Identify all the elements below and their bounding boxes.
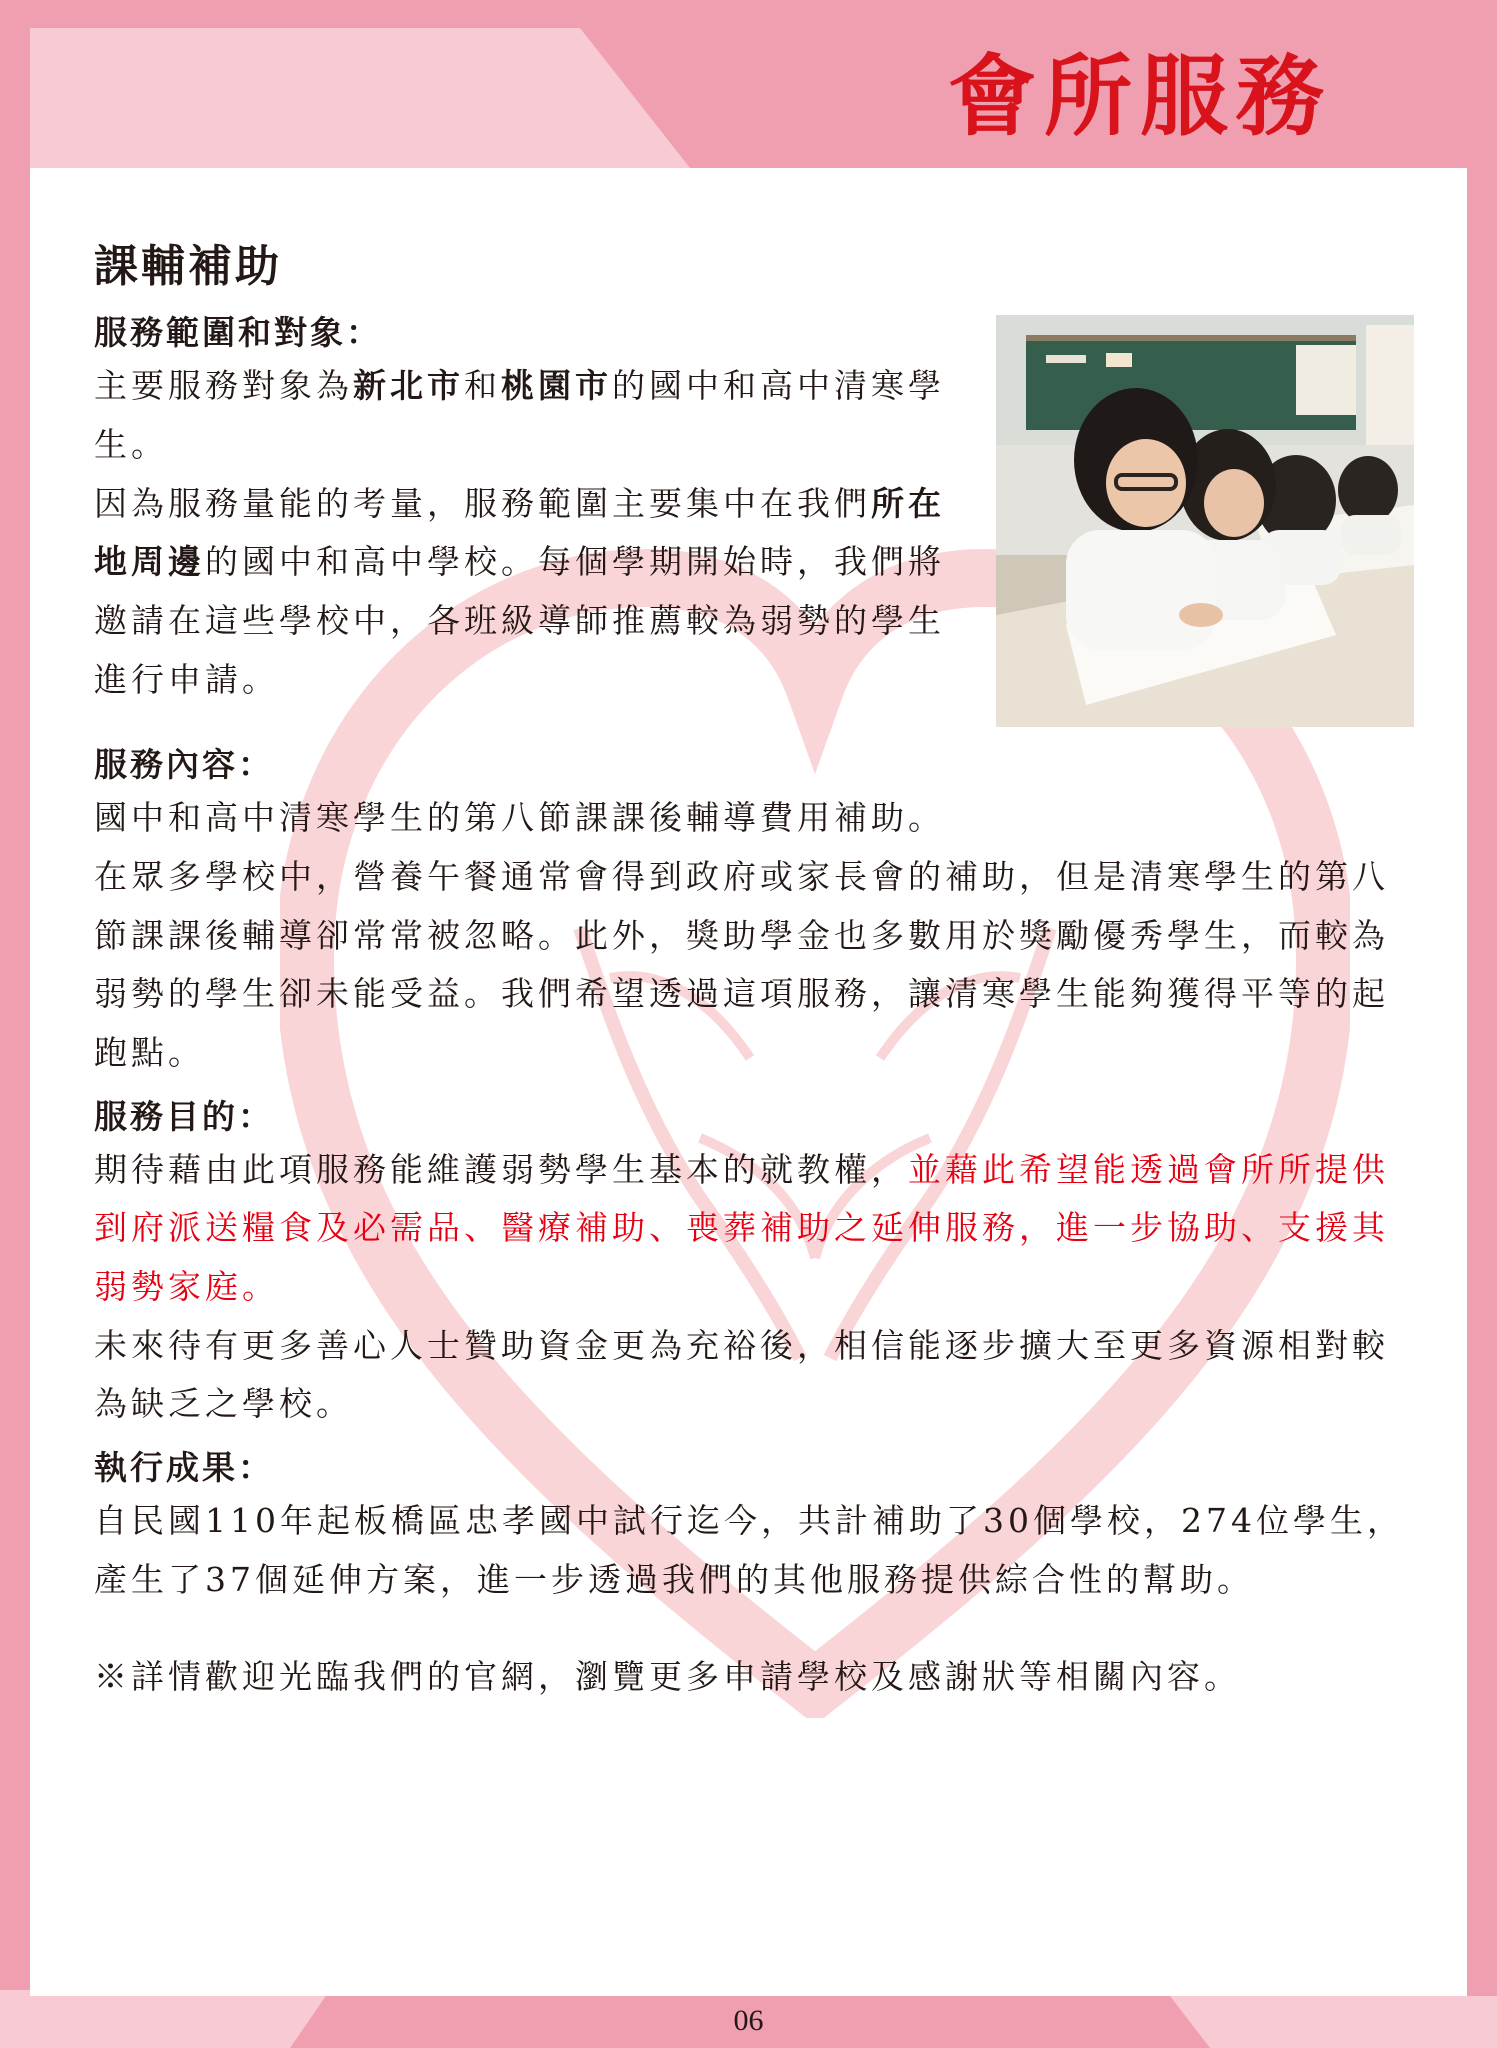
students-studying-image [996, 315, 1414, 727]
content-heading: 服務內容： [94, 745, 274, 785]
content-paragraph-2: 在眾多學校中，營養午餐通常會得到政府或家長會的補助，但是清寒學生的第八節課課後輔導卻常常被忽略。此外，獎助學金也多數用於獎勵優秀學生，而較為弱勢的學生卻未能受益。我們希望透過這項服務，讓清寒學生能夠獲得平等的起跑點。 [94, 856, 1389, 1072]
scope-text: 和 [464, 366, 501, 406]
scope-text: 的國中和高中學校。每個學期開始時，我們將邀請在這些學校中，各班級導師推薦較為弱勢的學生進行申請。 [94, 542, 945, 699]
results-paragraph-1: 自民國110年起板橋區忠孝國中試行迄今，共計補助了30個學校，274位學生，產生了37個延伸方案，進一步透過我們的其他服務提供綜合性的幫助。 [94, 1501, 1404, 1599]
section-title: 課輔補助 [94, 241, 282, 292]
scope-text: 的國中和高中清寒學生。 [94, 366, 945, 464]
purpose-paragraph-2: 未來待有更多善心人士贊助資金更為充裕後，相信能逐步擴大至更多資源相對較為缺乏之學校。 [94, 1325, 1389, 1424]
scope-heading: 服務範圍和對象： [94, 313, 382, 353]
content-paragraph-1: 國中和高中清寒學生的第八節課課後輔導費用補助。 [94, 798, 945, 838]
city-new-taipei: 新北市 [353, 366, 464, 406]
page-title: 會所服務 [947, 44, 1332, 148]
purpose-paragraph-1 [94, 1141, 1414, 1317]
website-note: ※詳情歡迎光臨我們的官網，瀏覽更多申請學校及感謝狀等相關內容。 [94, 1656, 1241, 1696]
location-emphasis: 所在地周邊 [94, 483, 945, 582]
page-number: 06 [733, 2004, 764, 2037]
scope-text: 因為服務量能的考量，服務範圍主要集中在我們 [94, 483, 871, 523]
purpose-text: 期待藉由此項服務能維護弱勢學生基本的就教權， [94, 1149, 908, 1189]
purpose-heading: 服務目的： [94, 1096, 274, 1136]
scope-text: 主要服務對象為 [94, 366, 353, 406]
purpose-highlight: 並藉此希望能透過會所所提供到府派送糧食及必需品、醫療補助、喪葬補助之延伸服務，進一步協助、支援其弱勢家庭。 [94, 1149, 1389, 1307]
content-panel [30, 168, 1467, 1996]
main-content [94, 238, 1414, 1706]
city-taoyuan: 桃園市 [501, 366, 612, 406]
classroom-photo [996, 315, 1414, 727]
results-heading: 執行成果： [94, 1448, 274, 1488]
